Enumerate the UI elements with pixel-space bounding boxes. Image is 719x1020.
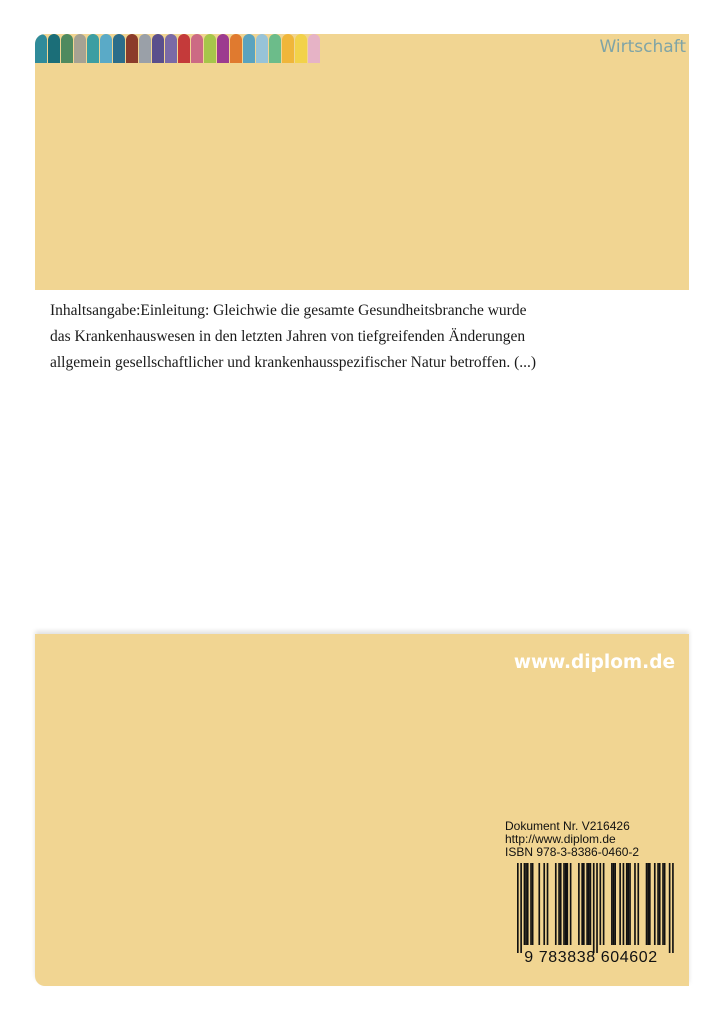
color-stripe — [35, 34, 47, 63]
barcode-bar — [596, 863, 598, 953]
barcode-bar — [662, 863, 664, 945]
barcode-digits: 9 783838 604602 — [524, 949, 658, 965]
color-stripe — [217, 34, 229, 63]
color-stripe — [165, 34, 177, 63]
color-stripe — [61, 34, 73, 63]
barcode-bar — [657, 863, 659, 945]
color-stripe — [48, 34, 60, 63]
barcode-bar — [647, 863, 649, 945]
bottom-panel — [35, 634, 689, 986]
barcode-bar — [619, 863, 621, 945]
abstract-line: Inhaltsangabe:Einleitung: Gleichwie die gesamte Gesundheitsbranche wurde — [50, 302, 527, 319]
barcode-bar — [600, 863, 602, 945]
website-link[interactable]: www.diplom.de — [513, 652, 675, 673]
color-stripe — [204, 34, 216, 63]
barcode-bar — [525, 863, 527, 945]
barcode-bar — [547, 863, 549, 945]
barcode-bar — [555, 863, 557, 945]
document-info — [505, 820, 639, 859]
barcode-bar — [664, 863, 666, 945]
barcode-bar — [672, 863, 674, 953]
color-stripe — [308, 34, 320, 63]
color-stripe — [295, 34, 307, 63]
barcode-bar — [623, 863, 625, 945]
barcode-bar — [611, 863, 613, 945]
color-stripes — [35, 34, 321, 63]
color-stripe — [113, 34, 125, 63]
abstract-line: das Krankenhauswesen in den letzten Jahren von tiefgreifenden Änderungen — [50, 328, 526, 345]
barcode-bar — [626, 863, 628, 945]
color-stripe — [191, 34, 203, 63]
document-number: Dokument Nr. V216426 — [505, 819, 630, 833]
barcode-bar — [588, 863, 590, 945]
category-label: Wirtschaft — [599, 37, 686, 57]
barcode-bar — [565, 863, 567, 945]
barcode-bar — [583, 863, 585, 945]
barcode-bar — [563, 863, 565, 945]
barcode-bar — [590, 863, 592, 945]
color-stripe — [269, 34, 281, 63]
barcode-bar — [560, 863, 562, 945]
barcode-bar — [654, 863, 656, 945]
color-stripe — [282, 34, 294, 63]
barcode-bar — [532, 863, 534, 945]
barcode-bar — [614, 863, 616, 945]
barcode-bar — [543, 863, 545, 945]
color-stripe — [230, 34, 242, 63]
color-stripe — [139, 34, 151, 63]
barcode-bar — [628, 863, 630, 945]
barcode-bar — [659, 863, 661, 945]
barcode-bar — [634, 863, 636, 945]
barcode-bar — [603, 863, 605, 945]
barcode-bar — [524, 863, 526, 945]
barcode-bar — [530, 863, 532, 945]
color-stripe — [74, 34, 86, 63]
barcode-bar — [520, 863, 522, 953]
barcode-bar — [567, 863, 569, 945]
barcode-bar — [669, 863, 671, 953]
barcode-bar — [637, 863, 639, 945]
barcode-bar — [578, 863, 580, 945]
color-stripe — [87, 34, 99, 63]
barcode-bar — [570, 863, 572, 945]
barcode-bar — [593, 863, 595, 953]
barcode-bars — [517, 863, 674, 953]
isbn: ISBN 978-3-8386-0460-2 — [505, 845, 640, 859]
barcode-bar — [558, 863, 560, 945]
barcode-bar — [649, 863, 651, 945]
barcode-bar — [538, 863, 540, 945]
barcode-bar — [527, 863, 529, 945]
color-stripe — [256, 34, 268, 63]
top-panel — [35, 34, 689, 290]
color-stripe — [152, 34, 164, 63]
barcode — [505, 863, 677, 965]
color-stripe — [178, 34, 190, 63]
barcode-bar — [581, 863, 583, 945]
color-stripe — [126, 34, 138, 63]
barcode-bar — [613, 863, 615, 945]
barcode-bar — [629, 863, 631, 945]
barcode-bar — [586, 863, 588, 945]
color-stripe — [100, 34, 112, 63]
barcode-bar — [646, 863, 648, 945]
abstract-text — [50, 298, 610, 376]
barcode-bar — [517, 863, 519, 953]
abstract-line: allgemein gesellschaftlicher und krankenhausspezifischer Natur betroffen. (...) — [50, 354, 537, 371]
color-stripe — [243, 34, 255, 63]
document-url[interactable]: http://www.diplom.de — [505, 832, 616, 846]
